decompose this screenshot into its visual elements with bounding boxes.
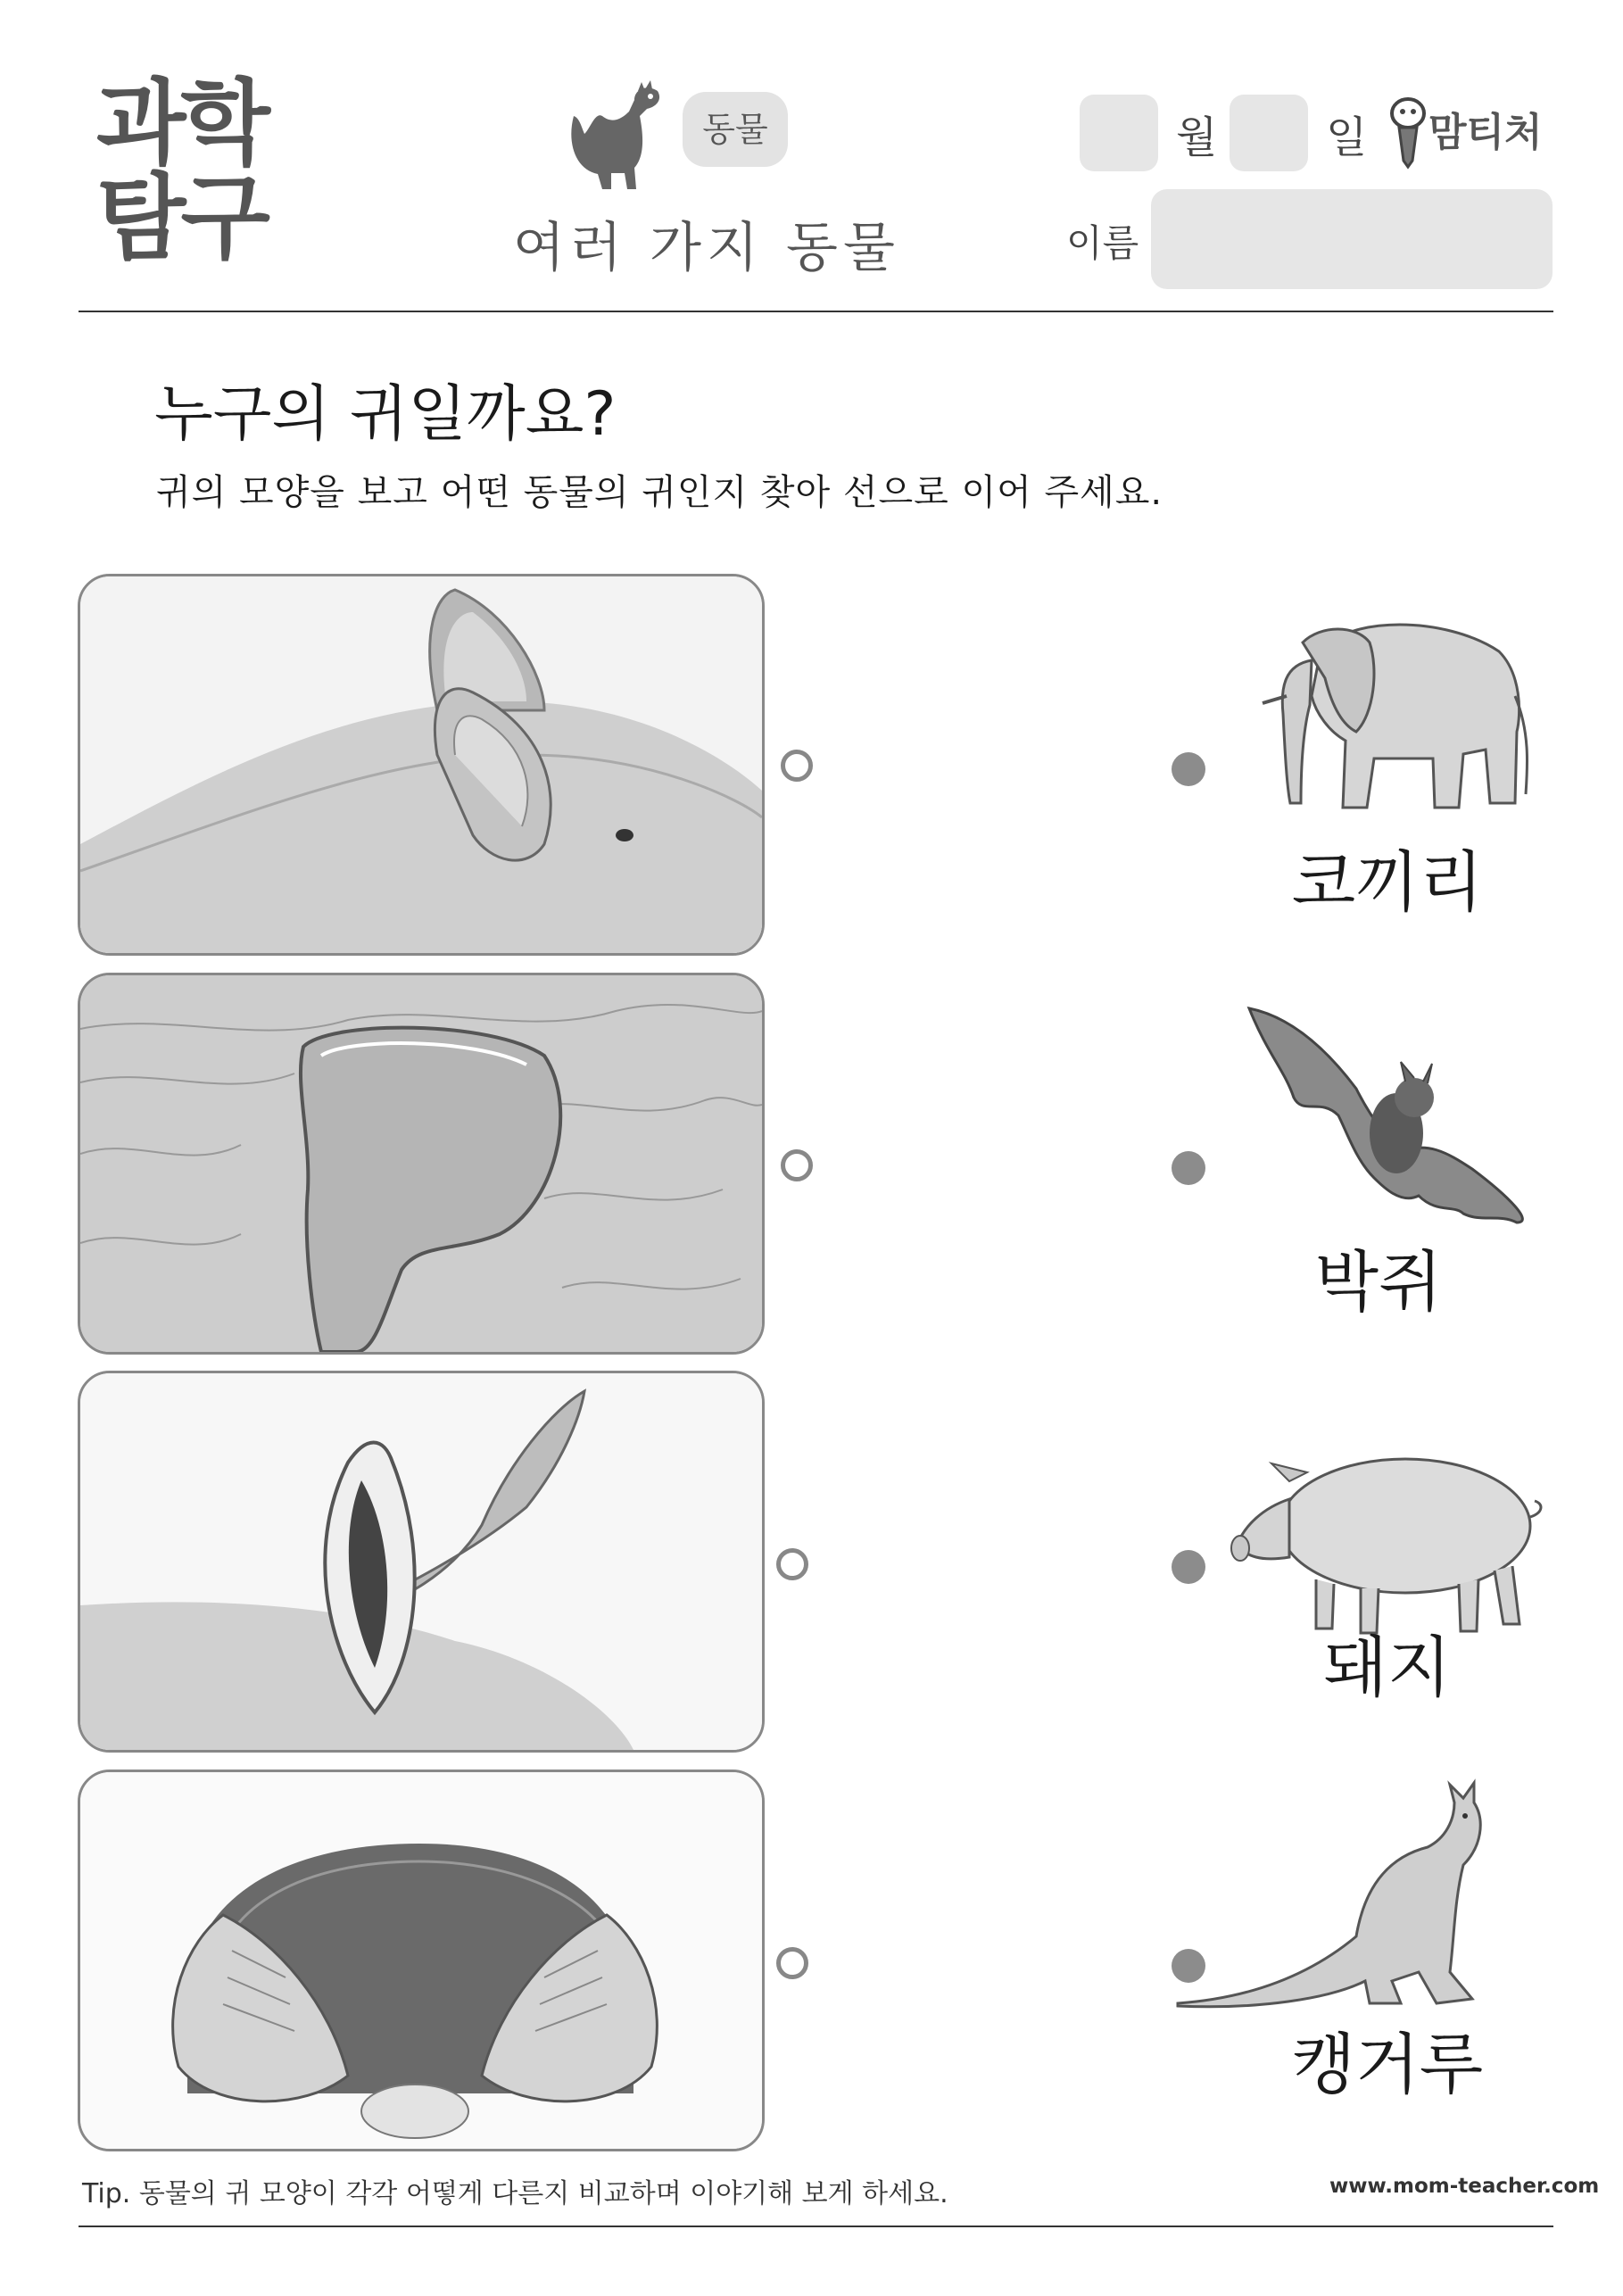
ear-card-elephant: [78, 973, 765, 1355]
ear-dot-1[interactable]: [781, 750, 813, 782]
question-title: 누구의 귀일까요?: [154, 379, 617, 450]
pig-ear-icon: [80, 576, 762, 953]
name-label: 이름: [1066, 221, 1139, 265]
worksheet-logo: [96, 69, 302, 272]
kangaroo-ear-icon: [80, 1373, 762, 1750]
dinosaur-icon: [558, 80, 683, 196]
day-input[interactable]: [1230, 95, 1308, 171]
animal-label-bat: 박쥐: [1314, 1244, 1443, 1321]
animal-dot-3[interactable]: [1172, 1550, 1205, 1584]
animal-label-pig: 돼지: [1323, 1629, 1452, 1706]
day-label: 일: [1326, 112, 1368, 162]
header-divider: [79, 311, 1553, 312]
brand-logo: [1386, 94, 1564, 170]
ear-dot-4[interactable]: [776, 1947, 808, 1979]
name-input[interactable]: [1151, 189, 1553, 289]
ear-card-kangaroo: [78, 1371, 765, 1753]
ear-dot-2[interactable]: [781, 1149, 813, 1181]
brand-text: 맘티처: [1428, 110, 1543, 155]
topic-badge: 동물: [683, 92, 788, 167]
ear-dot-3[interactable]: [776, 1548, 808, 1580]
worksheet-subtitle: 여러 가지 동물: [513, 217, 900, 279]
animal-dot-2[interactable]: [1172, 1151, 1205, 1185]
month-label: 월: [1176, 112, 1218, 162]
logo-line-2: 탐구: [96, 163, 265, 272]
animal-label-kangaroo: 캥거루: [1291, 2027, 1484, 2103]
kangaroo-icon: [1169, 1776, 1490, 2026]
bat-ear-icon: [80, 1772, 762, 2149]
animal-label-elephant: 코끼리: [1291, 844, 1484, 921]
footer-divider: [79, 2226, 1553, 2227]
bat-icon: [1240, 999, 1561, 1249]
footer-tip: Tip. 동물의 귀 모양이 각각 어떻게 다른지 비교하며 이야기해 보게 하세요.: [82, 2178, 948, 2209]
ear-card-bat: [78, 1770, 765, 2151]
elephant-ear-icon: [80, 975, 762, 1352]
logo-line-1: 과학: [96, 69, 265, 178]
animal-dot-1[interactable]: [1172, 752, 1205, 786]
footer-site[interactable]: www.mom-teacher.com: [1329, 2175, 1600, 2198]
ear-card-pig: [78, 574, 765, 956]
month-input[interactable]: [1080, 95, 1158, 171]
question-instruction: 귀의 모양을 보고 어떤 동물의 귀인지 찾아 선으로 이어 주세요.: [156, 472, 1163, 513]
elephant-icon: [1213, 589, 1535, 839]
